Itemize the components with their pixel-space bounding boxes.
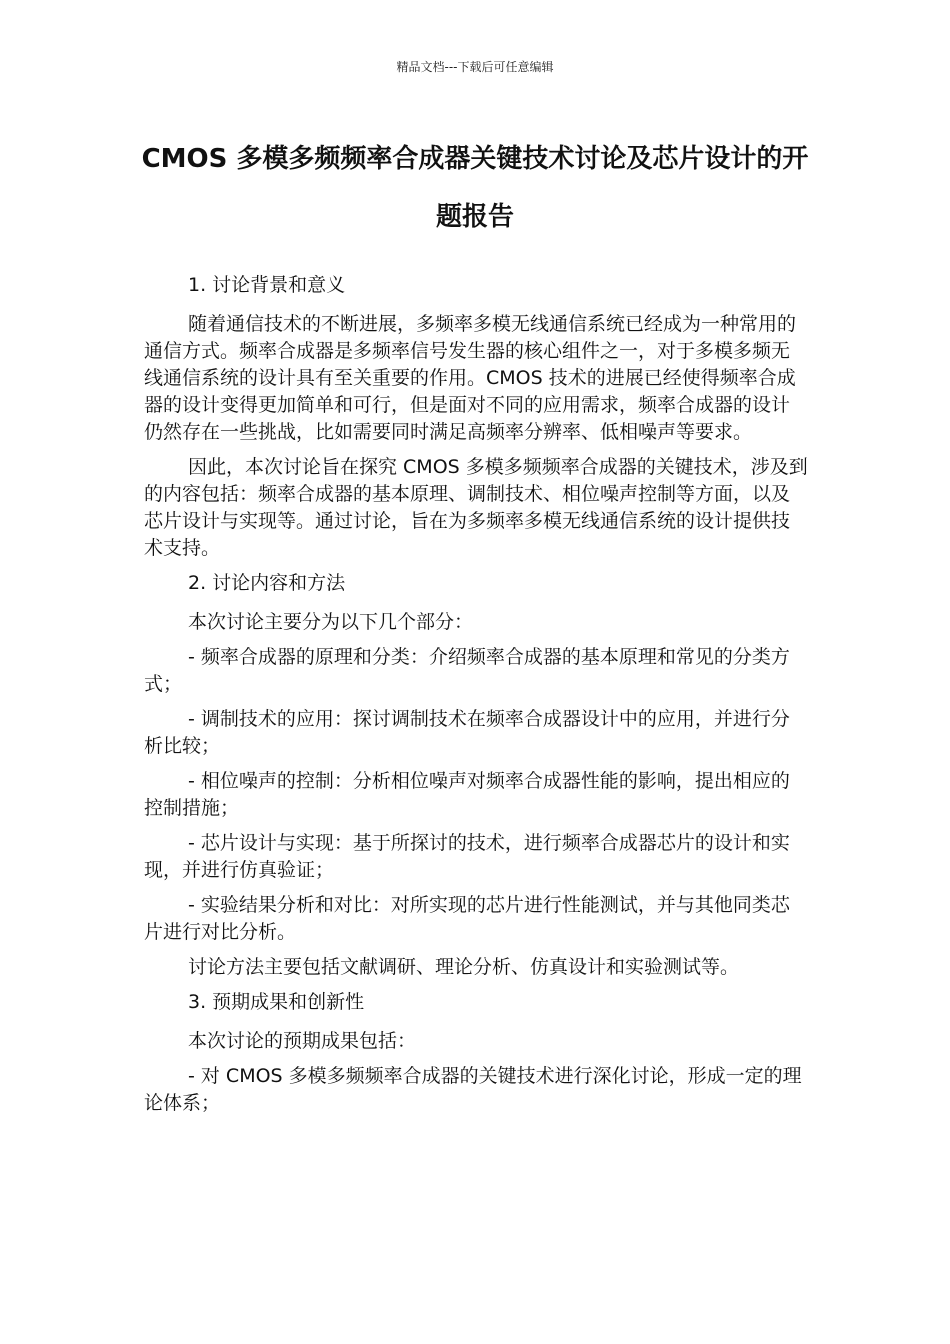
document-body: [144, 272, 808, 1125]
paragraph-outcomes-intro: 本次讨论的预期成果包括：: [188, 1030, 417, 1052]
list-item-principle: - 频率合成器的原理和分类：介绍频率合成器的基本原理和常见的分类方式；: [144, 646, 790, 695]
paragraph-methods: 讨论方法主要包括文献调研、理论分析、仿真设计和实验测试等。: [188, 956, 740, 978]
paragraph-purpose: 因此，本次讨论旨在探究 CMOS 多模多频频率合成器的关键技术，涉及到的内容包括：频率合成器的基本原理、调制技术、相位噪声控制等方面，以及芯片设计与实现等。通过讨论，旨在为多频率多模无线通信系统的设计提供技术支持。: [144, 456, 808, 559]
section-heading-content-method: 2. 讨论内容和方法: [188, 572, 346, 594]
list-item-experiment: - 实验结果分析和对比：对所实现的芯片进行性能测试，并与其他同类芯片进行对比分析。: [144, 894, 790, 943]
list-item-modulation: - 调制技术的应用：探讨调制技术在频率合成器设计中的应用，并进行分析比较；: [144, 708, 790, 757]
paragraph-background: 随着通信技术的不断进展，多频率多模无线通信系统已经成为一种常用的通信方式。频率合成器是多频率信号发生器的核心组件之一，对于多模多频无线通信系统的设计具有至关重要的作用。CMOS 技术的进展已经使得频率合成器的设计变得更加简单和可行，但是面对不同的应用需求，频率合成器的设计仍然存在一些挑战，比如需要同时满足高频率分辨率、低相噪声等要求。: [144, 313, 797, 443]
section-heading-outcomes: 3. 预期成果和创新性: [188, 991, 365, 1013]
page-header: 精品文档---下载后可任意编辑: [396, 60, 554, 74]
document-title: CMOS 多模多频频率合成器关键技术讨论及芯片设计的开题报告: [141, 144, 809, 232]
list-item-chip-design: - 芯片设计与实现：基于所探讨的技术，进行频率合成器芯片的设计和实现，并进行仿真验证；: [144, 832, 790, 881]
list-item-theory: - 对 CMOS 多模多频频率合成器的关键技术进行深化讨论，形成一定的理论体系；: [144, 1065, 802, 1114]
section-heading-background: 1. 讨论背景和意义: [188, 274, 346, 296]
list-item-phase-noise: - 相位噪声的控制：分析相位噪声对频率合成器性能的影响，提出相应的控制措施；: [144, 770, 790, 819]
paragraph-parts-intro: 本次讨论主要分为以下几个部分：: [188, 611, 474, 633]
